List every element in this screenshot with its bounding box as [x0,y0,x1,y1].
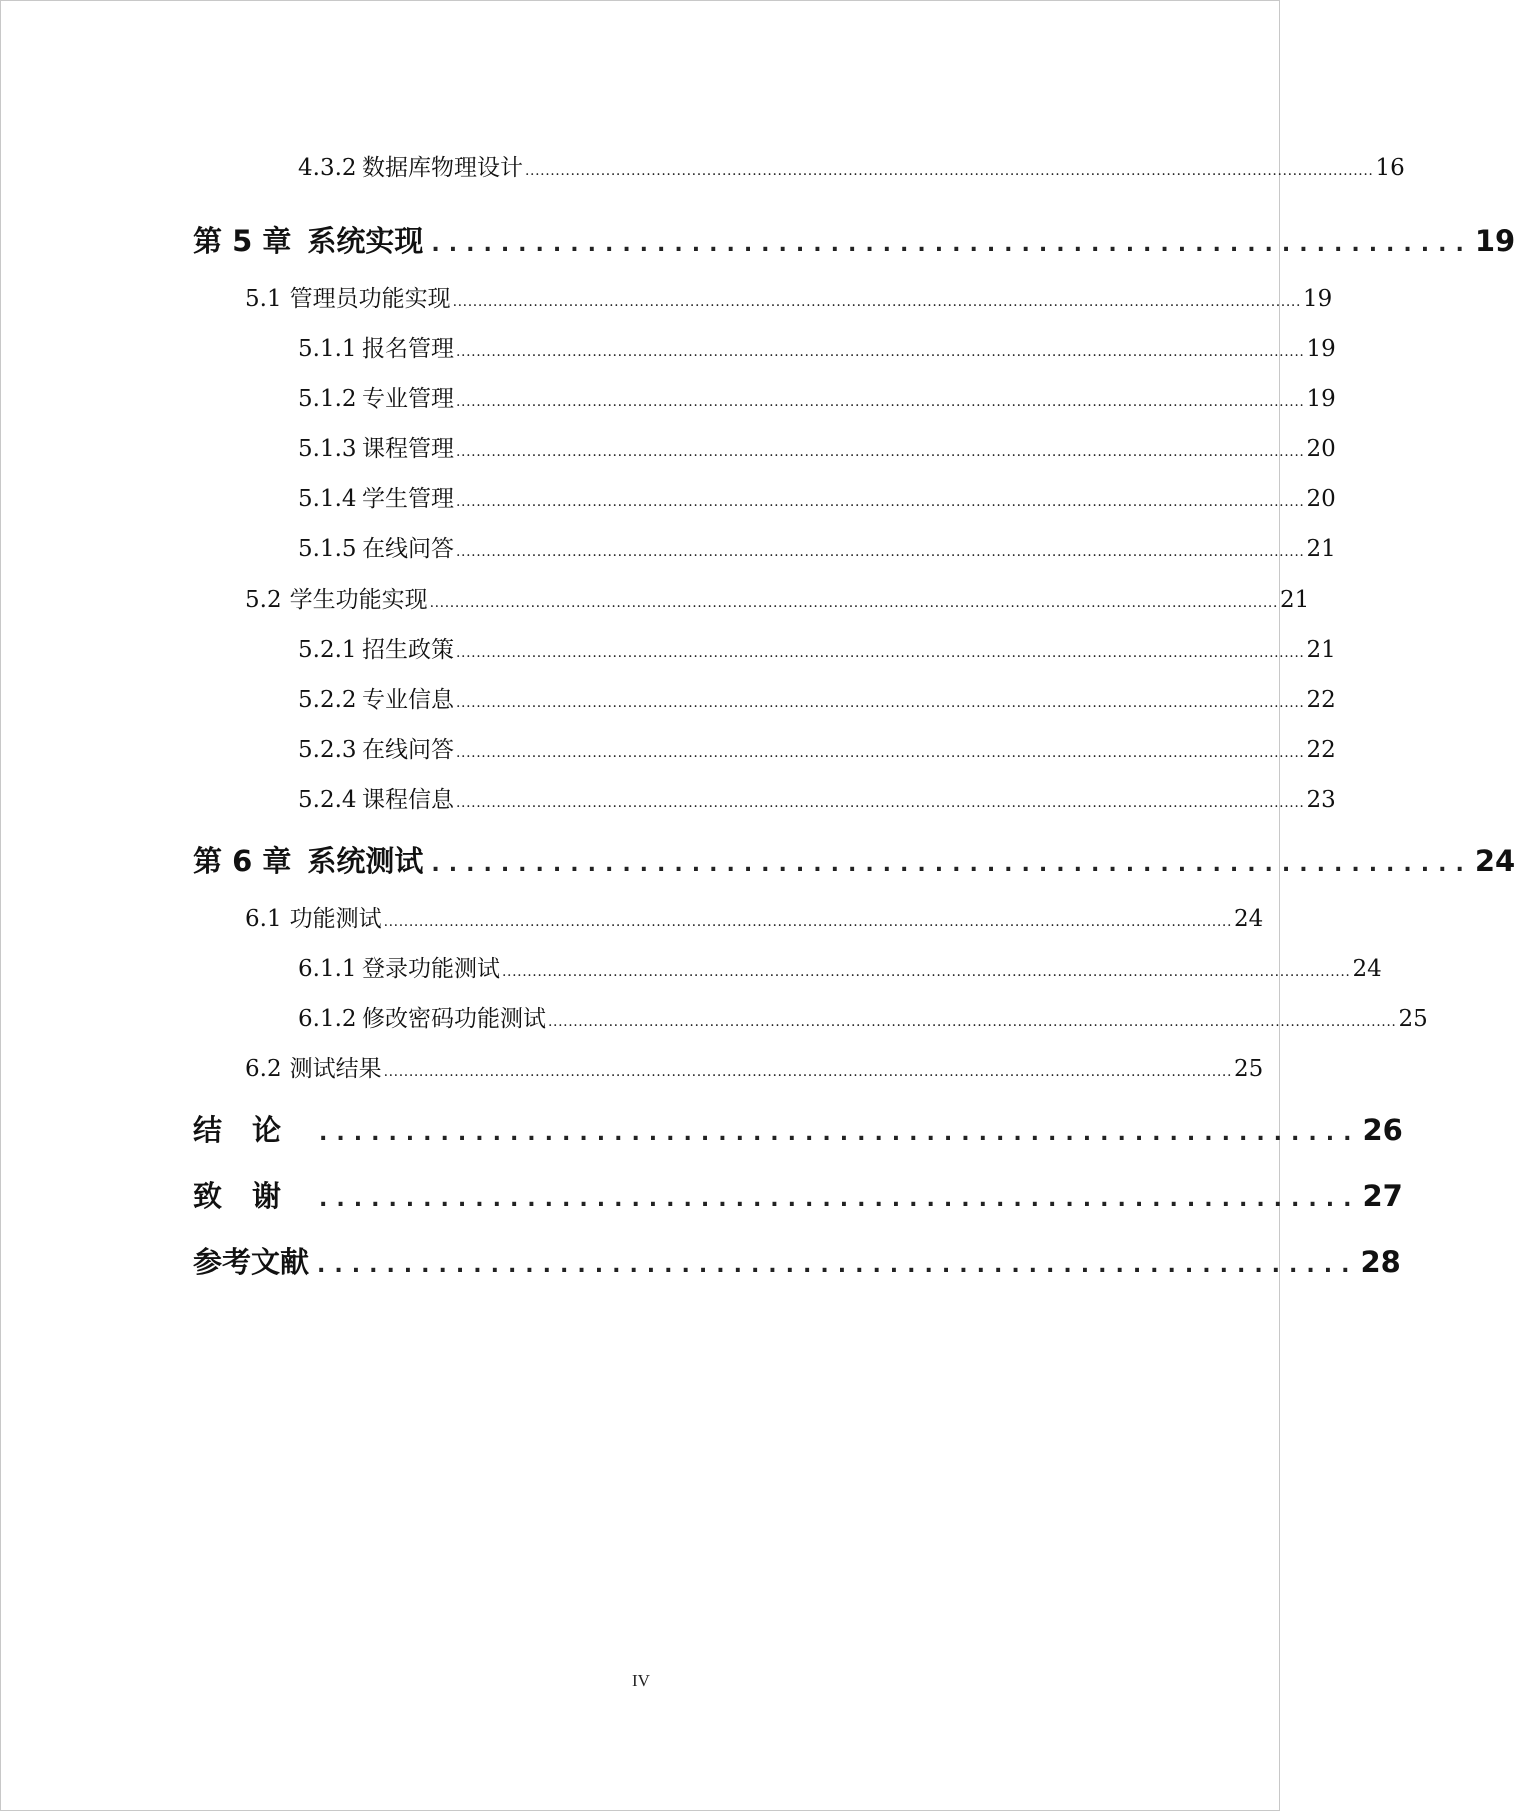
toc-entry-5-1-5[interactable] [193,532,1336,566]
toc-entry-page: 22 [1306,737,1336,763]
toc-dot-leader: ............................................................ [319,1187,1361,1212]
toc-entry-page: 21 [1306,536,1336,562]
page-number-footer: IV [632,1671,650,1690]
toc-chapter-title: 系统实现 [307,224,424,258]
toc-entry-page: 19 [1306,386,1336,412]
toc-entry-number: 5.2.3 [298,737,357,763]
toc-entry-6-1-1[interactable] [193,952,1382,986]
toc-entry-page: 21 [1306,637,1336,663]
toc-dot-leader: ........................................................................................................................................................................ [502,964,1351,980]
toc-entry-title: 学生管理 [362,486,454,512]
toc-dot-leader: ........................................................................................................................................................................ [456,494,1305,510]
toc-entry-title: 报名管理 [362,336,454,362]
toc-chapter-page: 28 [1360,1245,1401,1279]
toc-entry-page: 23 [1306,787,1336,813]
toc-entry-5-2-1[interactable] [193,633,1336,667]
toc-entry-5-1[interactable] [193,282,1333,316]
toc-dot-leader: ........................................................................................................................................................................ [456,695,1305,711]
toc-chapter-page: 19 [1474,224,1515,258]
toc-entry-number: 5.1.2 [298,386,357,412]
toc-dot-leader: ........................................................................................................................................................................ [456,394,1305,410]
toc-chapter-6[interactable] [193,839,1515,883]
toc-entry-title: 数据库物理设计 [362,155,523,181]
toc-entry-page: 24 [1234,906,1264,932]
toc-entry-page: 19 [1306,336,1336,362]
toc-entry-title: 功能测试 [289,906,382,932]
toc-entry-title: 修改密码功能测试 [362,1006,546,1032]
toc-entry-page: 25 [1234,1056,1264,1082]
toc-dot-leader: ........................................................................................................................................................................ [456,645,1305,661]
toc-entry-title: 招生政策 [362,637,454,663]
toc-entry-number: 6.2 [245,1056,282,1082]
toc-entry-6-2[interactable] [193,1052,1264,1086]
toc-dot-leader: ........................................................................................................................................................................ [429,595,1279,611]
toc-entry-page: 21 [1280,587,1310,613]
toc-entry-number: 6.1 [245,906,282,932]
toc-entry-number: 5.1.1 [298,336,357,362]
toc-entry-title: 学生功能实现 [289,587,428,613]
toc-entry-5-1-1[interactable] [193,332,1336,366]
toc-dot-leader: ........................................................................................................................................................................ [383,1064,1233,1080]
toc-entry-title: 登录功能测试 [362,956,500,982]
toc-entry-number: 5.1.3 [298,436,357,462]
toc-entry-number: 5.2 [245,587,282,613]
toc-entry-5-2[interactable] [193,583,1310,617]
toc-dot-leader: ........................................................................................................................................................................ [456,344,1305,360]
toc-entry-title: 测试结果 [289,1056,382,1082]
toc-dot-leader: ............................................................ [431,232,1473,257]
toc-dot-leader: ........................................................................................................................................................................ [456,544,1305,560]
toc-entry-title: 在线问答 [362,536,454,562]
toc-entry-page: 19 [1303,286,1333,312]
toc-entry-number: 5.1 [245,286,282,312]
toc-entry-number: 5.2.4 [298,787,357,813]
toc-dot-leader: ........................................................................................................................................................................ [456,745,1305,761]
toc-entry-title: 课程信息 [362,787,454,813]
toc-entry-5-2-3[interactable] [193,733,1336,767]
toc-entry-page: 25 [1398,1006,1428,1032]
toc-entry-number: 6.1.2 [298,1006,357,1032]
toc-chapter-page: 24 [1474,844,1515,878]
toc-entry-5-2-2[interactable] [193,683,1336,717]
toc-entry-6-1[interactable] [193,902,1264,936]
toc-chapter-title: 结论 [193,1113,312,1147]
toc-entry-5-1-2[interactable] [193,382,1336,416]
toc-dot-leader: ........................................................................................................................................................................ [525,163,1374,179]
toc-entry-number: 4.3.2 [298,155,357,181]
toc-dot-leader: ........................................................................................................................................................................ [456,795,1305,811]
toc-chapter-5[interactable] [193,219,1515,263]
toc-chapter-title: 系统测试 [307,844,424,878]
toc-entry-5-1-4[interactable] [193,482,1336,516]
toc-entry-4-3-2[interactable] [193,151,1405,185]
toc-entry-title: 课程管理 [362,436,454,462]
toc-entry-5-2-4[interactable] [193,783,1336,817]
toc-dot-leader: ............................................................ [431,852,1473,877]
toc-entry-5-1-3[interactable] [193,432,1336,466]
toc-chapter-page: 26 [1362,1113,1403,1147]
toc-dot-leader: ........................................................................................................................................................................ [383,914,1233,930]
toc-entry-title: 专业信息 [362,687,454,713]
toc-entry-6-1-2[interactable] [193,1002,1428,1036]
toc-entry-page: 20 [1306,486,1336,512]
toc-entry-title: 管理员功能实现 [289,286,451,312]
toc-dot-leader: ........................................................................................................................................................................ [548,1014,1397,1030]
toc-entry-page: 16 [1375,155,1405,181]
toc-chapter-title: 参考文献 [193,1245,310,1279]
toc-chapter-title: 致谢 [193,1179,312,1213]
toc-dot-leader: ............................................................ [319,1121,1361,1146]
toc-acknowledgements[interactable] [193,1174,1403,1218]
toc-dot-leader: ........................................................................................................................................................................ [456,444,1305,460]
toc-dot-leader: ............................................................ [317,1253,1359,1278]
toc-entry-number: 6.1.1 [298,956,357,982]
toc-entry-page: 20 [1306,436,1336,462]
toc-chapter-number: 第 5 章 [193,224,292,258]
toc-entry-number: 5.1.4 [298,486,357,512]
toc-chapter-page: 27 [1362,1179,1403,1213]
toc-dot-leader: ........................................................................................................................................................................ [452,294,1302,310]
toc-entry-page: 22 [1306,687,1336,713]
toc-entry-title: 在线问答 [362,737,454,763]
toc-chapter-number: 第 6 章 [193,844,292,878]
toc-entry-number: 5.2.1 [298,637,357,663]
toc-entry-page: 24 [1352,956,1382,982]
toc-entry-number: 5.1.5 [298,536,357,562]
toc-references[interactable] [193,1240,1401,1284]
toc-entry-title: 专业管理 [362,386,454,412]
toc-conclusion[interactable] [193,1108,1403,1152]
toc-entry-number: 5.2.2 [298,687,357,713]
